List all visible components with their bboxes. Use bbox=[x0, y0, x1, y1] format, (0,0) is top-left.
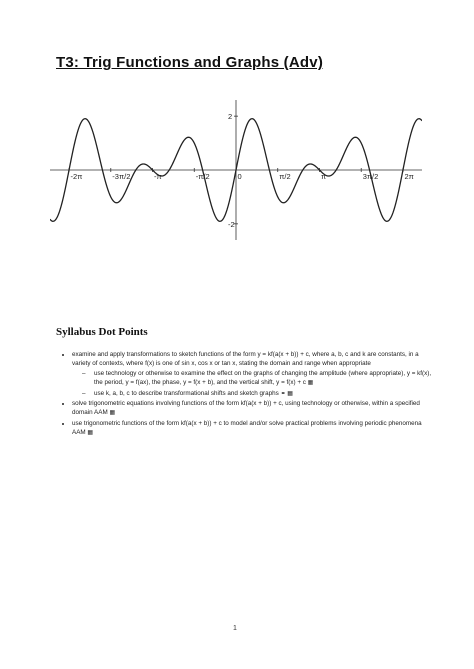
syllabus-point: • examine and apply transformations to sketch functions of the form y = kf(a(x + b)) + c, where a, b, c and k are constants, in a variety of contexts, where f(x) is one of sin x, cos x or tan x, stating the domain and range when appropriate – use technology or otherwise to examine the effect on the graphs of changing the amplitude (where appropriate), y = kf(x), the period, y = f(ax), the phase, y = f(x + b), and the vertical shift, y = f(x) + c ▦ – use k, a, b, c to describe transformational shifts and sketch graphs ⚭ ▦ bbox=[72, 350, 432, 399]
trig-graph bbox=[50, 100, 422, 240]
x-tick-label: 2π bbox=[404, 172, 414, 181]
link-icon: ⚭ ▦ bbox=[280, 390, 293, 397]
x-tick-label: π/2 bbox=[279, 172, 291, 181]
sub-point: – use technology or otherwise to examine the effect on the graphs of changing the amplitude (where appropriate), y = kf(x), the period, y = f(ax), the phase, y = f(x + b), and the vertical shift, y = f(x) + c ▦ bbox=[82, 369, 432, 389]
calculator-icon: ▦ bbox=[109, 410, 116, 417]
syllabus-point: • solve trigonometric equations involving functions of the form kf(a(x + b)) + c, using technology or otherwise, within a specified domain AAM ▦ bbox=[72, 399, 432, 419]
x-tick-label: -π bbox=[154, 172, 162, 181]
x-tick-label: -π/2 bbox=[195, 172, 210, 181]
syllabus-point: • use trigonometric functions of the form kf(a(x + b)) + c to model and/or solve practical problems involving periodic phenomena AAM ▦ bbox=[72, 419, 432, 439]
sub-points bbox=[72, 369, 432, 399]
calculator-icon: ▦ bbox=[87, 430, 94, 437]
syllabus-points bbox=[56, 350, 432, 439]
y-tick-label: 2 bbox=[228, 112, 233, 122]
calculator-icon: ▦ bbox=[307, 380, 314, 387]
x-tick-label: -2π bbox=[70, 172, 83, 181]
page-number: 1 bbox=[233, 625, 237, 632]
x-tick-label: 3π/2 bbox=[362, 172, 379, 181]
syllabus-heading: Syllabus Dot Points bbox=[56, 326, 148, 338]
x-tick-label: 0 bbox=[237, 172, 242, 181]
tick-labels bbox=[71, 112, 414, 229]
x-tick-label: -3π/2 bbox=[112, 172, 131, 181]
page-title: T3: Trig Functions and Graphs (Adv) bbox=[56, 54, 324, 71]
sub-point: – use k, a, b, c to describe transformational shifts and sketch graphs ⚭ ▦ bbox=[82, 389, 432, 399]
x-tick-label: π bbox=[320, 172, 327, 181]
y-tick-label: -2 bbox=[228, 219, 235, 229]
